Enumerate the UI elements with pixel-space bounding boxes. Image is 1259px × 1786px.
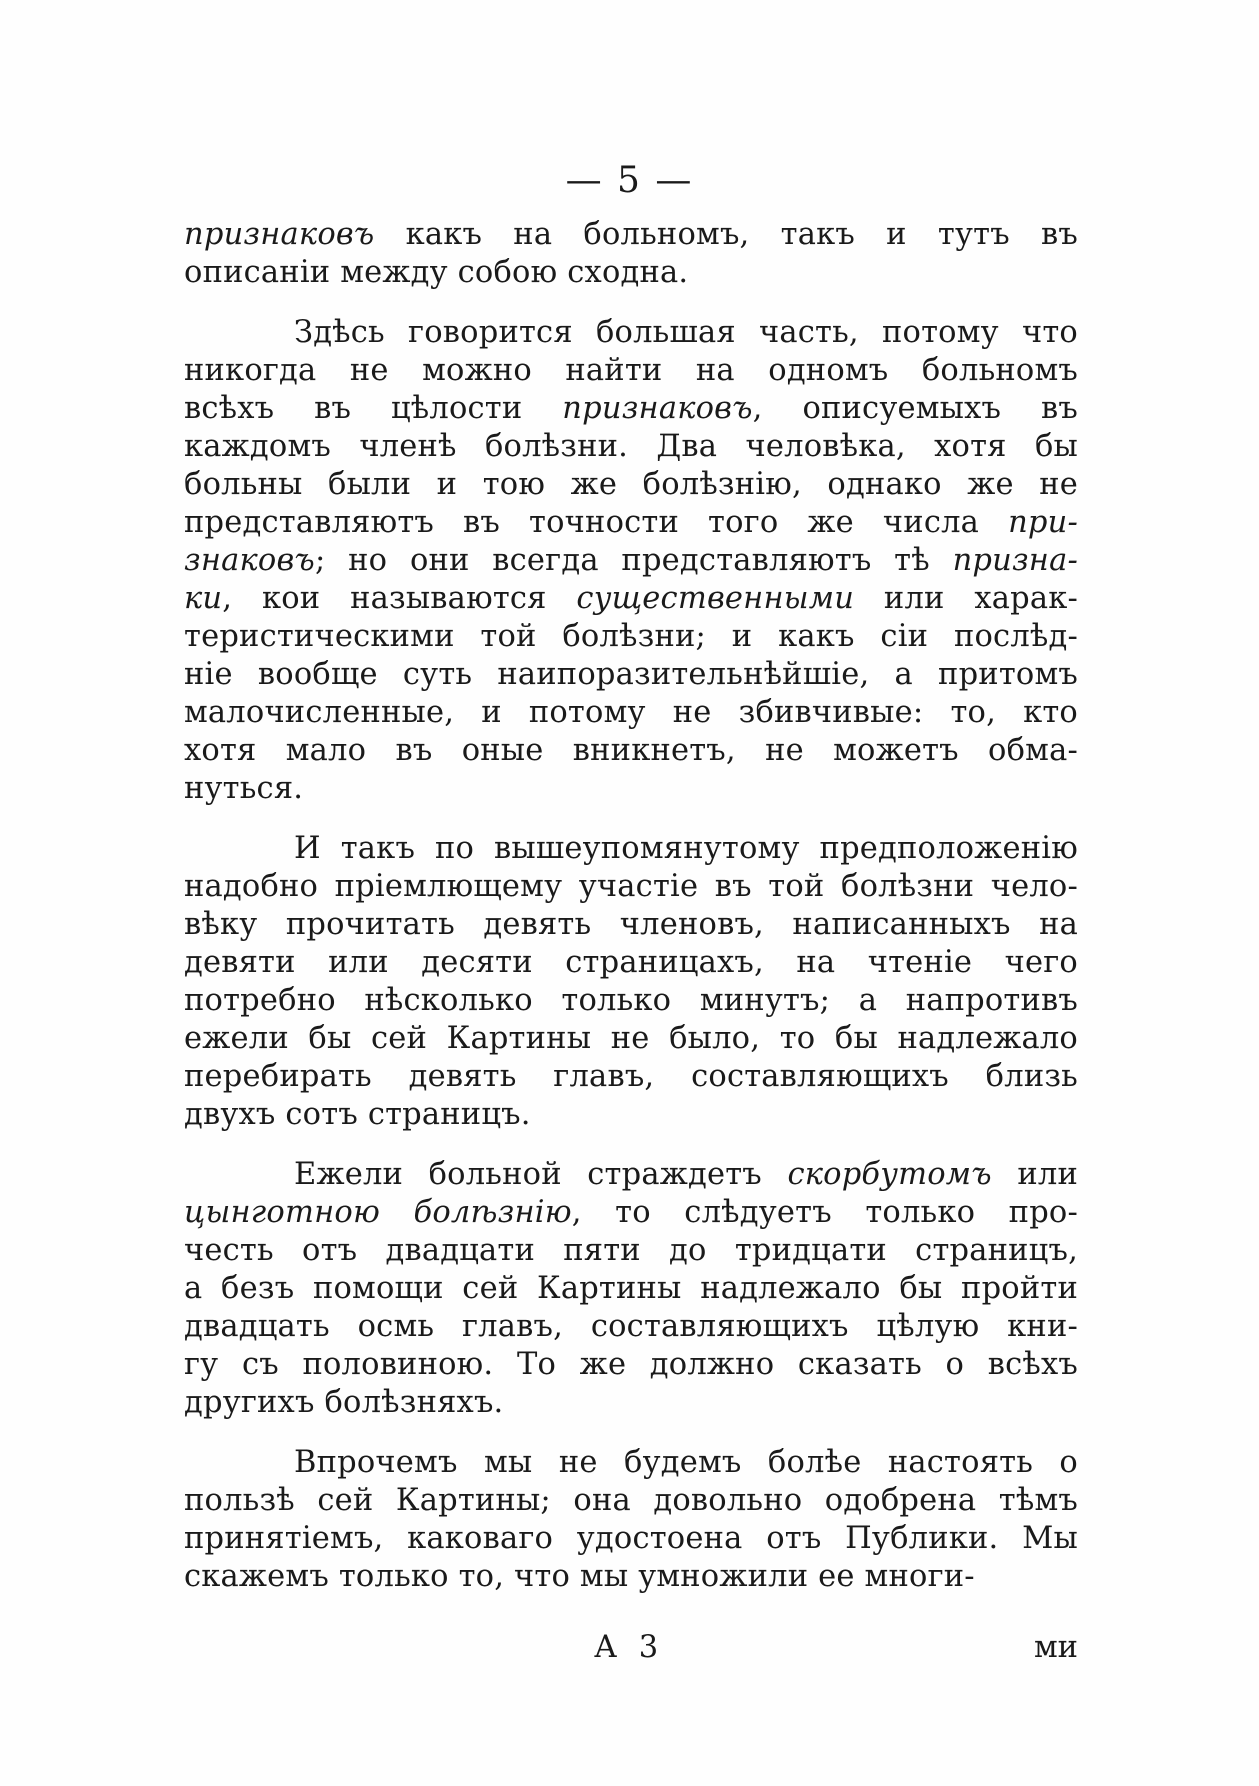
text-run: или харак- (854, 581, 1078, 616)
text-line (184, 254, 1078, 292)
text-run: теристическими той болѣзни; и какъ сіи послѣд- (184, 619, 1078, 654)
text-line (184, 906, 1078, 944)
text-run: , то слѣдуетъ только про- (571, 1195, 1078, 1230)
text-run: или (991, 1157, 1078, 1192)
text-line (184, 830, 1078, 868)
text-run: ежели бы сей Картины не было, то бы надлежало (184, 1021, 1078, 1056)
text-line (184, 1232, 1078, 1270)
page-footer (184, 1630, 1078, 1670)
text-line (184, 656, 1078, 694)
text-run: малочисленные, и потому не збивчивые: то, кто (184, 695, 1078, 730)
text-line (184, 770, 1078, 808)
text-line (184, 1058, 1078, 1096)
italic-term: признаковъ (562, 391, 753, 426)
italic-term: знаковъ (184, 543, 315, 578)
text-run: честь отъ двадцати пяти до тридцати страницъ, (184, 1233, 1078, 1268)
catchword: ми (1033, 1630, 1078, 1665)
paragraph (184, 1156, 1078, 1422)
text-run: , кои называются (222, 581, 577, 616)
text-run: двадцать осмь главъ, составляющихъ цѣлую кни- (184, 1309, 1078, 1344)
text-run: , описуемыхъ въ (752, 391, 1078, 426)
text-line (184, 732, 1078, 770)
text-run: девяти или десяти страницахъ, на чтеніе чего (184, 945, 1078, 980)
text-line (184, 1308, 1078, 1346)
text-line (184, 1096, 1078, 1134)
text-line (184, 1346, 1078, 1384)
text-line (184, 694, 1078, 732)
page-number-header: — 5 — (565, 160, 694, 201)
text-line (184, 1384, 1078, 1422)
text-run: гу съ половиною. То же должно сказать о всѣхъ (184, 1347, 1078, 1382)
text-run: потребно нѣсколько только минутъ; а напротивъ (184, 983, 1078, 1018)
italic-term: ки (184, 581, 223, 616)
text-line (184, 944, 1078, 982)
text-line (184, 1444, 1078, 1482)
signature-mark: А 3 (594, 1630, 665, 1665)
text-line (184, 982, 1078, 1020)
text-run: пользѣ сей Картины; она довольно одобрена тѣмъ (184, 1483, 1078, 1518)
text-line (184, 352, 1078, 390)
text-run: вѣку прочитать девять членовъ, написанныхъ на (184, 907, 1078, 942)
text-run: а безъ помощи сей Картины надлежало бы пройти (184, 1271, 1078, 1306)
text-run: принятіемъ, каковаго удостоена отъ Публики. Мы (184, 1521, 1078, 1556)
paragraph (184, 830, 1078, 1134)
italic-term: цынготною болѣзнію (184, 1195, 572, 1230)
text-line (184, 1558, 1078, 1596)
text-run: перебирать девять главъ, составляющихъ близь (184, 1059, 1078, 1094)
italic-term: при- (1008, 505, 1078, 540)
text-line (184, 1020, 1078, 1058)
text-line (184, 1482, 1078, 1520)
text-line (184, 542, 1078, 580)
text-run: ніе вообще суть наипоразительнѣйшіе, а притомъ (184, 657, 1078, 692)
italic-term: существенными (576, 581, 855, 616)
italic-term: призна- (952, 543, 1078, 578)
paragraph (184, 216, 1078, 292)
text-line (184, 1156, 1078, 1194)
text-run: Здѣсь говорится большая часть, потому что (294, 315, 1078, 350)
text-line (184, 504, 1078, 542)
text-run: хотя мало въ оные вникнетъ, не можетъ обма- (184, 733, 1078, 768)
text-run: представляютъ въ точности того же числа (184, 505, 1009, 540)
text-run: нуться. (184, 771, 304, 806)
text-run: всѣхъ въ цѣлости (184, 391, 563, 426)
text-line (184, 618, 1078, 656)
text-line (184, 1520, 1078, 1558)
text-run: Ежели больной страждетъ (294, 1157, 788, 1192)
text-line (184, 868, 1078, 906)
text-run: И такъ по вышеупомянутому предположенію (294, 831, 1078, 866)
text-run: другихъ болѣзняхъ. (184, 1385, 504, 1420)
text-line (184, 580, 1078, 618)
text-run: больны были и тою же болѣзнію, однако же не (184, 467, 1078, 502)
text-line (184, 1194, 1078, 1232)
paragraph (184, 1444, 1078, 1596)
text-run: описаніи между собою сходна. (184, 255, 689, 290)
text-line (184, 390, 1078, 428)
italic-term: скорбутомъ (787, 1157, 992, 1192)
text-run: каждомъ членѣ болѣзни. Два человѣка, хотя бы (184, 429, 1078, 464)
text-line (184, 1270, 1078, 1308)
italic-term: признаковъ (184, 217, 375, 252)
text-line (184, 314, 1078, 352)
text-run: никогда не можно найти на одномъ больномъ (184, 353, 1078, 388)
body-text (184, 216, 1078, 1596)
text-line (184, 428, 1078, 466)
text-line (184, 466, 1078, 504)
text-run: Впрочемъ мы не будемъ болѣе настоять о (294, 1445, 1078, 1480)
text-line (184, 216, 1078, 254)
text-run: скажемъ только то, что мы умножили ее многи- (184, 1559, 975, 1594)
text-run: ; но они всегда представляютъ тѣ (314, 543, 953, 578)
text-run: какъ на больномъ, такъ и тутъ въ (374, 217, 1078, 252)
paragraph (184, 314, 1078, 808)
text-run: надобно пріемлющему участіе въ той болѣзни чело- (184, 869, 1078, 904)
text-run: двухъ сотъ страницъ. (184, 1097, 531, 1132)
